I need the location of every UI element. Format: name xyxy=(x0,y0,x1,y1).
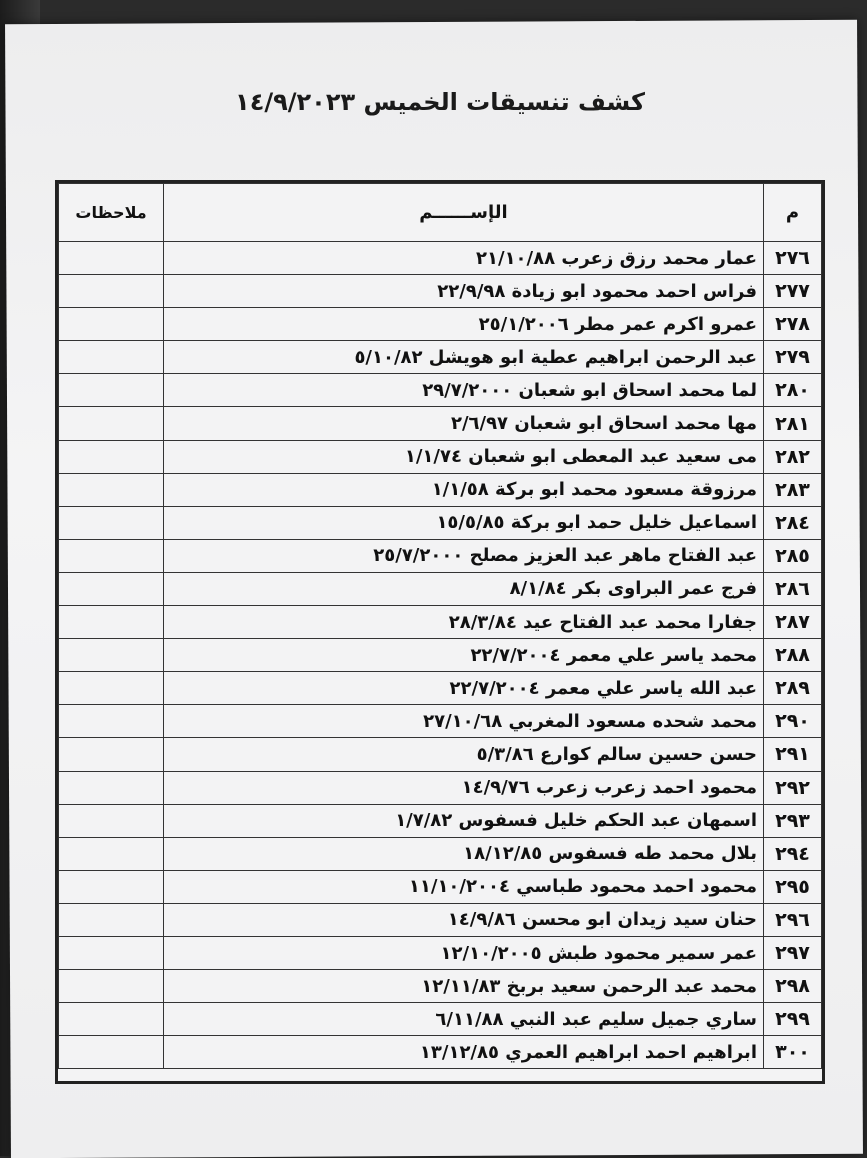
row-number: ٢٨٩ xyxy=(764,672,822,705)
document-title: كشف تنسيقات الخميس ١٤/٩/٢٠٢٣ xyxy=(235,88,645,116)
row-notes xyxy=(59,506,164,539)
names-table xyxy=(58,183,822,1069)
row-notes xyxy=(59,903,164,936)
row-notes xyxy=(59,970,164,1003)
row-number: ٢٨٥ xyxy=(764,539,822,572)
table-header-row xyxy=(59,184,822,242)
table-row xyxy=(59,341,822,374)
row-notes xyxy=(59,539,164,572)
row-name: اسمهان عبد الحكم خليل فسفوس ١/٧/٨٢ xyxy=(164,804,764,837)
column-header-notes: ملاحظات xyxy=(59,184,164,242)
row-number: ٣٠٠ xyxy=(764,1036,822,1069)
row-notes xyxy=(59,440,164,473)
row-notes xyxy=(59,705,164,738)
row-name: بلال محمد طه فسفوس ١٨/١٢/٨٥ xyxy=(164,837,764,870)
row-name: عمار محمد رزق زعرب ٢١/١٠/٨٨ xyxy=(164,242,764,275)
table-row xyxy=(59,672,822,705)
table-row xyxy=(59,771,822,804)
table-row xyxy=(59,804,822,837)
table-row xyxy=(59,374,822,407)
row-number: ٢٨٤ xyxy=(764,506,822,539)
row-name: محمود احمد زعرب زعرب ١٤/٩/٧٦ xyxy=(164,771,764,804)
row-name: ابراهيم احمد ابراهيم العمري ١٣/١٢/٨٥ xyxy=(164,1036,764,1069)
row-number: ٢٩٠ xyxy=(764,705,822,738)
table-row xyxy=(59,473,822,506)
table-row xyxy=(59,308,822,341)
row-number: ٢٩٢ xyxy=(764,771,822,804)
table-row xyxy=(59,572,822,605)
row-number: ٢٨٦ xyxy=(764,572,822,605)
row-notes xyxy=(59,804,164,837)
table-row xyxy=(59,242,822,275)
table-row xyxy=(59,506,822,539)
row-notes xyxy=(59,308,164,341)
table-row xyxy=(59,275,822,308)
row-notes xyxy=(59,572,164,605)
table-row xyxy=(59,639,822,672)
row-number: ٢٧٦ xyxy=(764,242,822,275)
row-notes xyxy=(59,606,164,639)
row-name: محمود احمد محمود طباسي ١١/١٠/٢٠٠٤ xyxy=(164,870,764,903)
row-number: ٢٨٠ xyxy=(764,374,822,407)
row-name: عبد الفتاح ماهر عبد العزيز مصلح ٢٥/٧/٢٠٠٠ xyxy=(164,539,764,572)
row-notes xyxy=(59,1036,164,1069)
row-number: ٢٧٨ xyxy=(764,308,822,341)
table-body xyxy=(59,242,822,1069)
row-number: ٢٩٦ xyxy=(764,903,822,936)
row-name: عبد الرحمن ابراهيم عطية ابو هويشل ٥/١٠/٨٢ xyxy=(164,341,764,374)
row-notes xyxy=(59,936,164,969)
row-name: عمر سمير محمود طبش ١٢/١٠/٢٠٠٥ xyxy=(164,936,764,969)
row-number: ٢٩٩ xyxy=(764,1003,822,1036)
table-row xyxy=(59,837,822,870)
row-number: ٢٨٧ xyxy=(764,606,822,639)
row-notes xyxy=(59,771,164,804)
row-name: مها محمد اسحاق ابو شعبان ٢/٦/٩٧ xyxy=(164,407,764,440)
table-row xyxy=(59,970,822,1003)
row-notes xyxy=(59,738,164,771)
table-row xyxy=(59,705,822,738)
row-name: محمد ياسر علي معمر ٢٢/٧/٢٠٠٤ xyxy=(164,639,764,672)
row-name: اسماعيل خليل حمد ابو بركة ١٥/٥/٨٥ xyxy=(164,506,764,539)
row-number: ٢٨٢ xyxy=(764,440,822,473)
row-notes xyxy=(59,837,164,870)
row-notes xyxy=(59,242,164,275)
row-notes xyxy=(59,639,164,672)
row-name: فرج عمر البراوى بكر ٨/١/٨٤ xyxy=(164,572,764,605)
row-notes xyxy=(59,473,164,506)
table-row xyxy=(59,903,822,936)
row-number: ٢٨٨ xyxy=(764,639,822,672)
row-notes xyxy=(59,870,164,903)
table-row xyxy=(59,539,822,572)
row-name: حسن حسين سالم كوارع ٥/٣/٨٦ xyxy=(164,738,764,771)
row-number: ٢٩٤ xyxy=(764,837,822,870)
row-notes xyxy=(59,341,164,374)
table-row xyxy=(59,1003,822,1036)
table-row xyxy=(59,407,822,440)
row-number: ٢٧٩ xyxy=(764,341,822,374)
names-table-container xyxy=(55,180,825,1084)
table-row xyxy=(59,870,822,903)
row-name: مى سعيد عبد المعطى ابو شعبان ١/١/٧٤ xyxy=(164,440,764,473)
table-row xyxy=(59,606,822,639)
row-name: لما محمد اسحاق ابو شعبان ٢٩/٧/٢٠٠٠ xyxy=(164,374,764,407)
row-number: ٢٧٧ xyxy=(764,275,822,308)
row-number: ٢٩٨ xyxy=(764,970,822,1003)
row-number: ٢٩١ xyxy=(764,738,822,771)
table-row xyxy=(59,936,822,969)
row-name: مرزوقة مسعود محمد ابو بركة ١/١/٥٨ xyxy=(164,473,764,506)
row-notes xyxy=(59,374,164,407)
row-name: فراس احمد محمود ابو زيادة ٢٢/٩/٩٨ xyxy=(164,275,764,308)
row-notes xyxy=(59,672,164,705)
row-name: عبد الله ياسر علي معمر ٢٢/٧/٢٠٠٤ xyxy=(164,672,764,705)
table-row xyxy=(59,738,822,771)
table-row xyxy=(59,440,822,473)
row-name: عمرو اكرم عمر مطر ٢٥/١/٢٠٠٦ xyxy=(164,308,764,341)
row-notes xyxy=(59,1003,164,1036)
row-number: ٢٩٧ xyxy=(764,936,822,969)
row-number: ٢٨٣ xyxy=(764,473,822,506)
row-number: ٢٨١ xyxy=(764,407,822,440)
row-name: محمد شحده مسعود المغربي ٢٧/١٠/٦٨ xyxy=(164,705,764,738)
row-notes xyxy=(59,407,164,440)
row-number: ٢٩٣ xyxy=(764,804,822,837)
row-name: حنان سيد زيدان ابو محسن ١٤/٩/٨٦ xyxy=(164,903,764,936)
row-notes xyxy=(59,275,164,308)
row-name: جفارا محمد عبد الفتاح عيد ٢٨/٣/٨٤ xyxy=(164,606,764,639)
row-name: ساري جميل سليم عبد النبي ٦/١١/٨٨ xyxy=(164,1003,764,1036)
column-header-number: م xyxy=(764,184,822,242)
row-name: محمد عبد الرحمن سعيد بربخ ١٢/١١/٨٣ xyxy=(164,970,764,1003)
row-number: ٢٩٥ xyxy=(764,870,822,903)
table-row xyxy=(59,1036,822,1069)
column-header-name: الإســــــم xyxy=(164,184,764,242)
